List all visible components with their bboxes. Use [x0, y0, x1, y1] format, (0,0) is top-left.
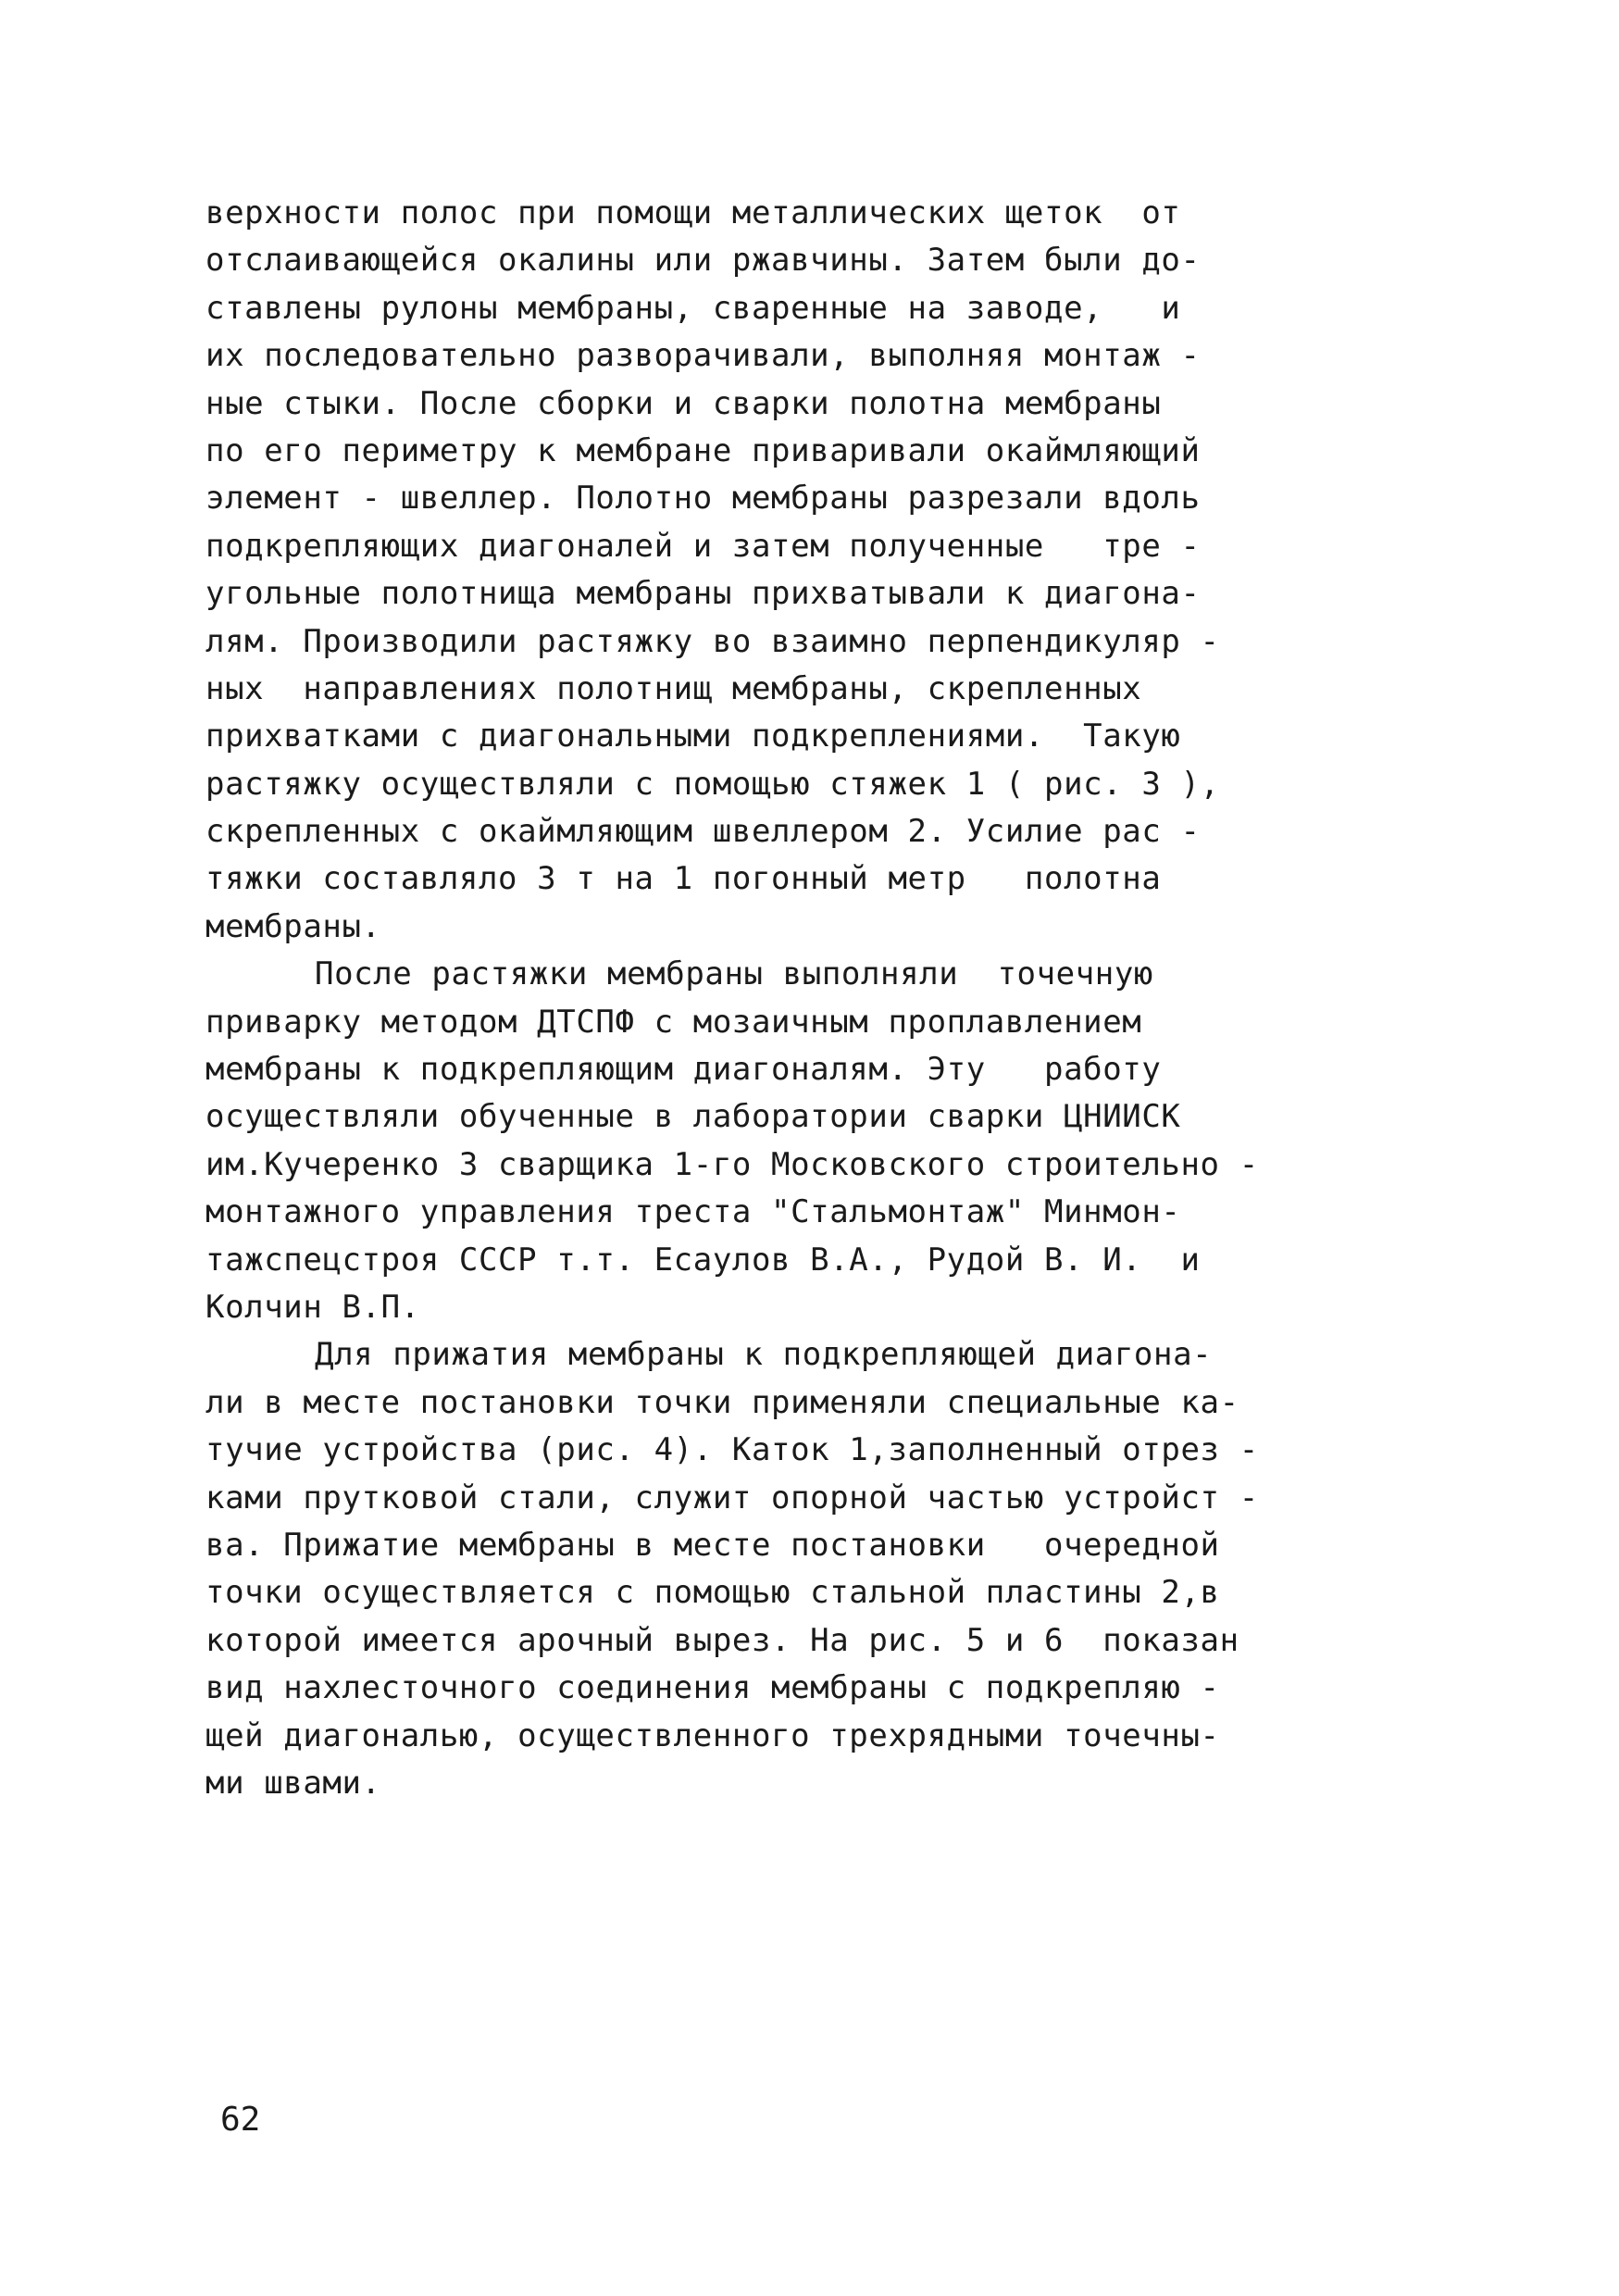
paragraph-first-line: Для прижатия мембраны к подкрепляющей диагона- — [315, 1336, 1213, 1374]
text-line: ва. Прижатие мембраны в месте постановки очередной — [205, 1526, 1220, 1564]
text-line: ками прутковой стали, служит опорной частью устройст - — [205, 1479, 1259, 1516]
text-line: осуществляли обученные в лаборатории сварки ЦНИИСК — [205, 1098, 1181, 1136]
text-line: которой имеется арочный вырез. На рис. 5 и 6 показан — [205, 1621, 1239, 1659]
text-line: приварку методом ДТСПФ с мозаичным проплавлением — [205, 1003, 1142, 1041]
paragraph-first-line: После растяжки мембраны выполняли точечную — [315, 955, 1153, 993]
text-line: ставлены рулоны мембраны, сваренные на заводе, и — [205, 289, 1181, 327]
text-line: Колчин В.П. — [205, 1288, 420, 1326]
text-line: скрепленных с окаймляющим швеллером 2. Усилие рас - — [205, 813, 1201, 851]
text-line: мембраны к подкрепляющим диагоналям. Эту работу — [205, 1051, 1162, 1089]
text-line: ли в месте постановки точки применяли специальные ка- — [205, 1383, 1239, 1421]
text-line: ных направлениях полотнищ мембраны, скрепленных — [205, 669, 1142, 707]
text-line: угольные полотнища мембраны прихватывали к диагона- — [205, 575, 1201, 613]
text-line: мембраны. — [205, 907, 381, 945]
text-line: отслаивающейся окалины или ржавчины. Затем были до- — [205, 242, 1201, 280]
text-line: тяжки составляло 3 т на 1 погонный метр полотна — [205, 860, 1162, 898]
text-line: точки осуществляется с помощью стальной пластины 2,в — [205, 1574, 1220, 1612]
text-line: подкрепляющих диагоналей и затем полученные тре - — [205, 527, 1201, 565]
text-line: монтажного управления треста "Стальмонтаж" Минмон- — [205, 1193, 1181, 1231]
text-line: ные стыки. После сборки и сварки полотна мембраны — [205, 384, 1162, 422]
text-line: растяжку осуществляли с помощью стяжек 1 ( рис. 3 ), — [205, 765, 1220, 803]
text-line: вид нахлесточного соединения мембраны с подкрепляю - — [205, 1669, 1220, 1707]
text-line: по его периметру к мембране приваривали окаймляющий — [205, 431, 1201, 469]
text-line: тажспецстроя СССР т.т. Есаулов В.А., Рудой В. И. и — [205, 1241, 1201, 1279]
text-line: прихватками с диагональными подкреплениями. Такую — [205, 718, 1181, 755]
text-line: верхности полос при помощи металлических щеток от — [205, 194, 1181, 231]
text-line: им.Кучеренко 3 сварщика 1-го Московского строительно - — [205, 1145, 1259, 1183]
text-line: ми швами. — [205, 1764, 381, 1802]
page-number: 62 — [220, 2101, 261, 2139]
text-line: щей диагональю, осуществленного трехрядными точечны- — [205, 1716, 1220, 1754]
text-line: их последовательно разворачивали, выполняя монтаж - — [205, 337, 1201, 375]
body-text — [205, 190, 1437, 1807]
text-line: элемент - швеллер. Полотно мембраны разрезали вдоль — [205, 480, 1201, 518]
text-line: тучие устройства (рис. 4). Каток 1,заполненный отрез - — [205, 1431, 1259, 1469]
text-line: лям. Производили растяжку во взаимно перпендикуляр - — [205, 622, 1220, 660]
